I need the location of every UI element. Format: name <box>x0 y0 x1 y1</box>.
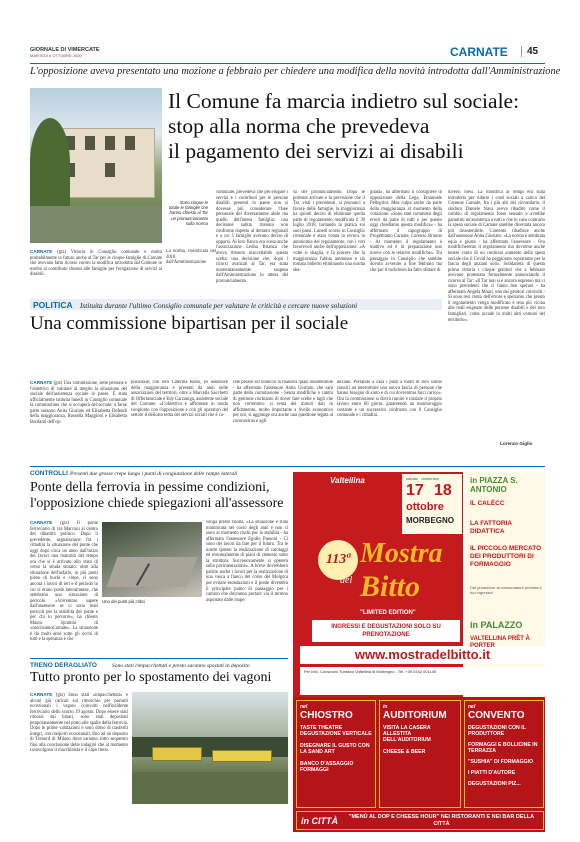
story1-headline: Il Comune fa marcia indietro sul sociale: stop alla norma che prevedeva il pagamento dei servizi ai disabili <box>168 89 520 163</box>
story4-headline: Tutto pronto per lo spostamento dei vagoni <box>30 670 272 685</box>
ad-box-convento: nel CONVENTO DEGUSTAZIONI CON IL PRODUTTORE FORMAGGI E BOLLICINE IN TERRAZZA "SUSHIA" DI FORMAGGIO I PIATTI D'AUTORE DEGUSTAZIONI PIZ... <box>464 700 544 808</box>
ad-right-title: in PIAZZA S. ANTONIO <box>470 476 518 494</box>
ad-place: MORBEGNO <box>406 516 454 525</box>
issue-date: MARTEDÌ 6 OTTOBRE 2020 <box>30 53 82 58</box>
story1-photo-caption: Sono cinque le totale le famiglie che hanno chiesto al Tar un pronunciamento sulla norma <box>168 200 208 226</box>
ad-right-item-1: IL CALÈCC <box>470 500 505 507</box>
bridge-photo <box>102 522 202 597</box>
story2-col4: anziani. Portando a casa i pasti a molti di loro siamo riusciti ad intercettare una nuova fascia di persone che hanno bisogno di aiuto e di cui dovremmo farci carico». Ora la commissione si dovrà riunire e iniziare il proprio lavoro entro 60 giorni, garantendo un monitoraggio costante e un successivo confronto con il Consiglio comunale e i cittadini. <box>337 380 442 419</box>
story3-photo-caption: Uno dei punti più critici <box>102 599 146 604</box>
ad-day-labels: sabato domenica <box>406 476 439 481</box>
story1-col5: diversi mesi. La modifica ai tempi era stata introdotta per ridurre i costi sociali a carico del Comune Carnate, fra i più alti del circondario, il sindaco Daniele Nava aveva ribadito come il cambio di regolamento fosse sensato e avrebbe garantito un'assistenza a tutti e che in caso contrario la spesa sociale di Carnate sarebbe diventata ancora più insostenibile. Contento ribadisce anche dall'assessore Anita Giuriato: «La norma è sembrata equa e giusta - ha affermato l'assessore - Ora modificheremo il regolamento ma dovremo anche tenere conto di un continuo aumento della spesa sociale che il Covid ha peggiorato soprattutto per la fascia degli anziani soli». Solidarietà di questa prima vittoria i cinque genitori che a febbraio avevano protestato formalmente annunciando il ricorso al Tar: «Il Tar non si è ancora espresso ma ci sono precedenti che ci fanno ben sperare - ha affermato Angela Mauri, uno dei genitori coinvolti - Si sono resi conto dell'errore e speriamo che presto il regolamento venga modificato e resa più vicina alle reali esigenze delle persone disabili e dei loro famigliari, come accade in molti altri comuni del territorio». <box>448 190 545 323</box>
story1-kicker: L'opposizione aveva presentato una mozione a febbraio per chiedere una modifica della novità introdotta dall'Amministrazione <box>30 66 561 77</box>
ad-title-sub: del <box>340 575 353 586</box>
ad-date-box[interactable] <box>402 474 462 534</box>
story1-byline: Lorenzo Giglio <box>500 441 533 446</box>
ad-brand: Valtellina <box>330 476 365 485</box>
ad-date-to: 18 <box>434 482 452 499</box>
story2-tag: POLITICA <box>33 300 73 310</box>
section-rule-2 <box>30 658 288 659</box>
ad-right-note: Dal produttore al consumatore prenota il tuo ingresso! <box>470 585 542 595</box>
train-wagons-photo <box>132 692 288 804</box>
story3-headline: Ponte della ferrovia in pessime condizioni, l'opposizione chiede spiegazioni all'assessore <box>30 480 284 511</box>
story4-col1: CARNATE (gtz) Sono stati «impacchettati» e alcuni già caricati sul rimorchio per portarli eccezionali i vagoni coinvolti nell'incidente ferroviario dello scorso 19 agosto. Dopo essere stati rimossi dai binari, sono stati depositati temporaneamente nel prato alle spalle della ferrovia. Dopo le prime valutazioni e sono dorso di trasferiti integri, con trasporti eccezionali, fino ad un deposito di Trenord di Milano dove saranno sotto sequestro fino alla conclusione delle indagini che al momento coinvolgono il macchinista e il capo treno. <box>30 692 128 754</box>
header-rule <box>30 63 545 64</box>
story2-col2: posizione; con loro Caterina Rossi, ex assessore della maggioranza e presenti da anni nelle associazioni del territori, oltre a Marcella Sacchetti di Offertasociale e Edy Carzaniga, assistente sociale del Comune. «L'obiettivo è affrontare in modo congiunto con l'opposizione e con gli operatori del settore il delicato tema dei servizi sociali che è ca- <box>131 380 228 419</box>
story3-tag: CONTROLLI <box>30 470 68 477</box>
story4-kicker: Sono stati rimpacchettati e presto saranno spostati in deposito <box>112 663 250 669</box>
story2-headline: Una commissione bipartisan per il sociale <box>30 313 349 334</box>
story1-col2: comunale, prevedeva che per erogare i servizi e i contributi per le persone disabili presenti in paese non si dovesse più considerare l'Isee personale del diversamente abile ma quello dell'intera famiglia: una decisione subito ritenuta non conforme rispetto al dettami regionali e a cui 5 famiglie avevano deciso di opporsi. Al loro fianco era scesa anche l'associazione Ledha Brianza che aveva ritenuto inaccettabile questa scelta: una decisione che, dopo i ricorsi avanzati al Tar, era stata momentaneamente sospesa dall'Amministrazione in attesa del pronunciamento. <box>216 190 288 284</box>
ad-box-auditorium: in AUDITORIUM VISITA LA CASERA ALLESTITA DELL'AUDITORIUM CHEESE & BEER <box>379 700 461 808</box>
ad-footer <box>296 811 544 830</box>
story3-col1: CARNATE (gtz) Il ponte ferroviario di via Marconi al centro del dibattito politico. Dopo il precedente, segnalazione fra i cittadini la situazione del ponte che oggi dopo circa un anno dall'inizio dei lavori una maturità del tempo ora che si è arrivato allo stato di verso la strada situato: oltre alla situazione dell'asfalto, in più punti pieno di buchi e crepe, ci sono ancora i lavori di ieri e il periodo in cui si erano poste lateralmente, che sembrano una situazione di pericolo. «Vorremmo sapere dall'assessore se ci sono reali pericoli per la stabilità del ponte e per chi lo percorre», ha chiesto Mauro Spiattini di «noicisiamoCarnate». La situazione è da molti anni sotto gli occhi di tutti e la speranza è che <box>30 520 98 643</box>
story1-col1b: La norma, modificata nel 2018 dall'Amministrazione <box>166 249 216 266</box>
story4-tag: TRENO DERAGLIATO <box>30 662 97 669</box>
story3-kicker: Presenti due grosse crepe lungo i punti di congiunzione delle rampe laterali <box>70 471 238 477</box>
story1-col3: sa del pronunciamento. Dopo le proteste arrivate e la previsione che il Tar, visti i precedenti, si pronunci a favore delle famiglie, la maggioranza ha quindi deciso di eliminare quella parte di regolamento modificata il 30 luglio 2018, tornando in pratica sui suoi passi. Lunedì scorso in Consiglio comunale è stata votata la revoca in autonomia del regolamento, con i voti favorevoli anche dell'opposizione: «A volte si sbaglia, e fa piacere che la maggioranza l'abbia ammesso e sia tornata indietro eliminando una norma sba- <box>293 190 365 273</box>
ad-right-item-5: VALTELLINA PRÊT À PORTER <box>470 636 530 649</box>
ad-info: Per info: Consorzio Turistico Valtellina di Morbegno - Tel. +39 0342 601140 <box>300 667 545 695</box>
section-rule <box>30 466 545 467</box>
ad-title-main: Mostra <box>360 538 443 569</box>
story1-col4: gliata», ha affermato il consigliere di opposizione della Lega, Emanuele Pellegrini. Mea culpa anche da parte della maggioranza al momento della votazione: «Sono stati commessi degli errori da parte di tutti e per questo oggi chiediamo questa modifica» - ha affermato il capogruppo di Progettiamo Carnate, Lorenzo Bruono - Al momento il regolamento è inattivo ed è in preparazione uno nuovo con le relative modifiche». Tra passaggio in Consiglio che sarebbe dovuto avvenire a fine febbraio ma che poi il lockdown ha fatto slittare di <box>370 190 442 273</box>
ad-website-link[interactable]: www.mostradelbitto.it <box>300 646 545 664</box>
ad-box-chiostro: nel CHIOSTRO TASTE THEATRE DEGUSTAZIONE VERTICALE DISEGNARE IL GUSTO CON LA SAND ART BANCO D'ASSAGGIO FORMAGGI <box>296 700 376 808</box>
page-number: 45 <box>521 46 538 57</box>
newspaper-name: GIORNALE DI VIMERCATE <box>30 47 100 53</box>
ad-month: ottobre <box>406 501 444 513</box>
story2-col1: CARNATE (gtz) Una commissione, sette persone e l'obiettivo di valutare al meglio la situazione del sociale dell'assistenza sociale in paese. È stata ufficialmente istituita lunedì in Consiglio comunale la commissione che si occuperà del sociale: a farne parte saranno Anita Giuriato ed Elisabetta Defendi della maggioranza, Rossella Maggioni e Elisabetta Bonfanti dell'op- <box>30 380 127 425</box>
ad-footer-city: in CITTÀ <box>301 815 338 826</box>
ad-entry-note: INGRESSI E DEGUSTAZIONI SOLO SU PRENOTAZIONE <box>312 620 460 642</box>
ad-footer-text: "MENÙ AL DOP E CHEESE HOUR" NEI RISTORANTI E NEI BAR DELLA CITTÀ <box>348 814 535 827</box>
ad-limited: "LIMITED EDITION" <box>360 610 416 616</box>
ad-right-item-4: in PALAZZO <box>470 620 523 630</box>
ad-title-bitto: Bitto <box>360 570 421 603</box>
story2-col3: rate pesare sul bilancio in maniera quasi insostenibile - ha affermato l'assessore Anita Giuriato, che sarà parte della commissione - Senza modifiche o cambi di gestione rischiamo di dover fare scelte e tagli che non vorremmo: si tema dei minori dati in affidamento, molto importante a livello economico per noi, si aggiunge ora anche una questione legata al coronavirus e agli <box>233 380 333 424</box>
story2-kicker: Istituita durante l'ultimo Consiglio comunale per valutare le criticità e cercare nuove soluzioni <box>80 301 358 310</box>
section-title: CARNATE <box>450 45 508 59</box>
ad-date-from: 17 <box>406 482 424 499</box>
town-hall-photo <box>30 88 162 243</box>
ad-right-item-3: IL PICCOLO MERCATO DEI PRODUTTORI DI FORMAGGIO <box>470 545 542 568</box>
ad-edition-badge: 113ª <box>318 540 358 580</box>
story3-col2: venga presto risolta. «La situazione è stata monitorata nel corso degli anni e non ci sono al momento rischi per la stabilità - ha affermato l'assessore Egidio Passoni - Ci sono dei lavori da fare per il futuro. Tra le nostre ipotesi la realizzazione di carotaggi ed eventualmente di piani di cemento sotto la struttura. Successivamente si opererà sulla pavimentazione». A breve dovrebbero partire anche i lavori per la realizzazione di una vasca a fianco del corso del Molgora per evitare esondazioni e il ponte diventerà il principale punto di passaggio per i camion che dovranno portare via il terreno asportato dalle ruspe. <box>206 520 288 603</box>
ad-right-item-2: LA FATTORIA DIDATTICA <box>470 520 512 535</box>
story1-col1: CARNATE (gtz) Vittoria in Consiglio comunale e molto probabilmente in futuro anche al Tar per le cinque famiglie di Carnate che avevano fatto ricorso contro la modifica introdotta dal Comune in merito al contributo chiesto alle famiglie per l'erogazione di servizi ai disabili. <box>30 249 162 278</box>
